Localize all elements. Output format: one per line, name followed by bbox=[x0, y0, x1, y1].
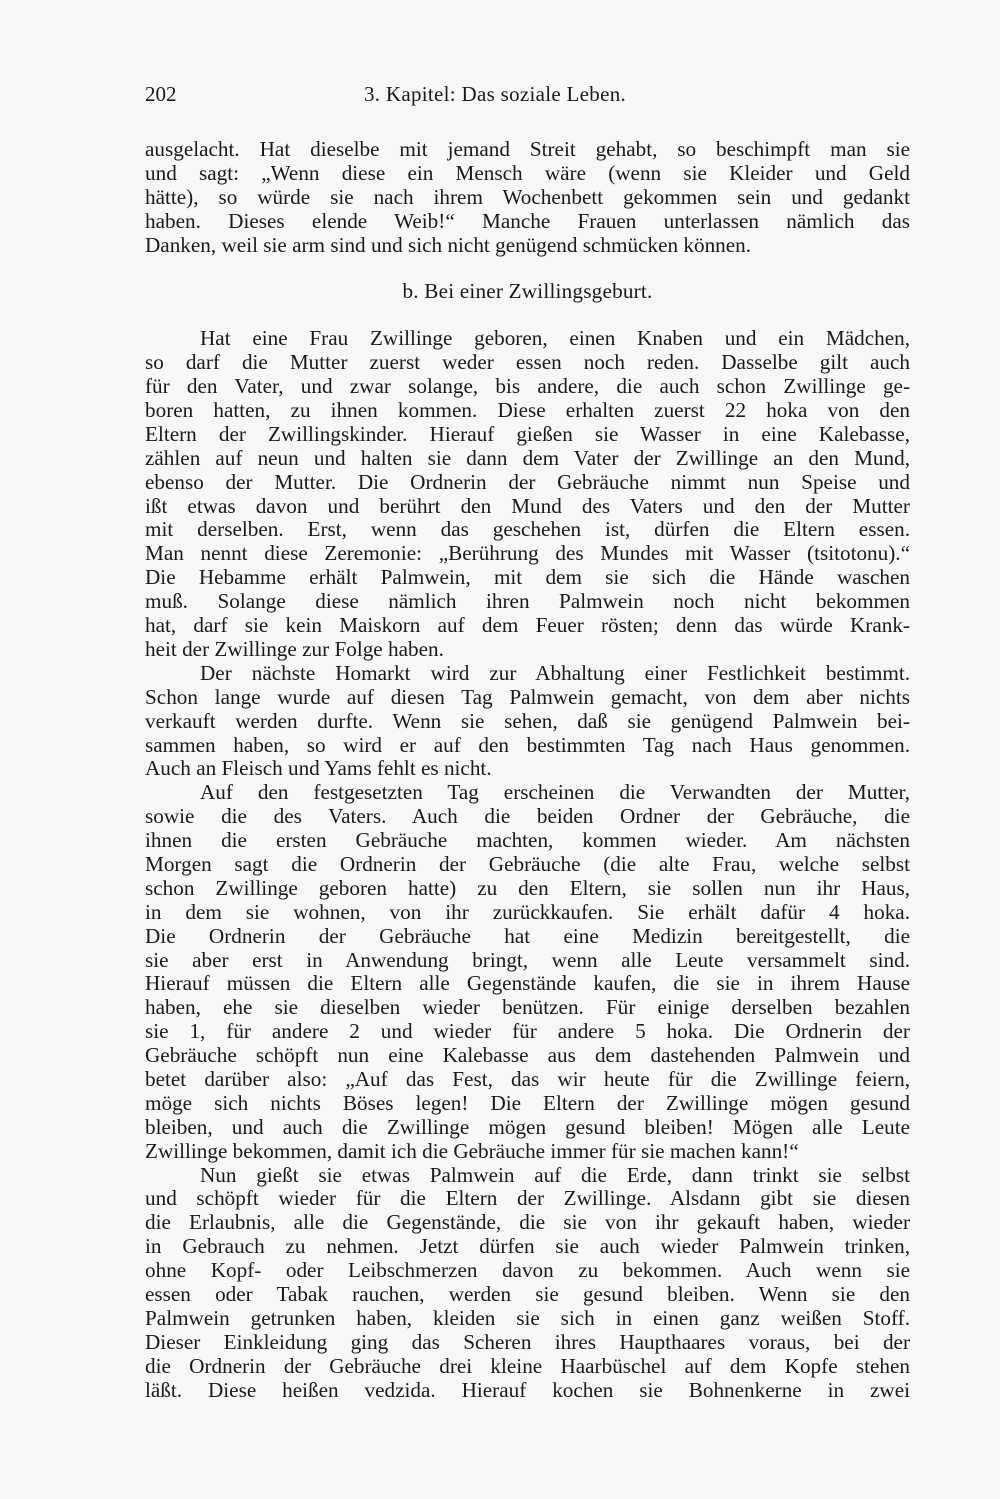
text-line: hat, darf sie kein Maiskorn auf dem Feuer rösten; denn das würde Krank- bbox=[145, 613, 910, 638]
text-line: muß. Solange diese nämlich ihren Palmwein noch nicht bekommen bbox=[145, 589, 910, 614]
text-line: hätte), so würde sie nach ihrem Wochenbett gekommen sein und gedankt bbox=[145, 184, 910, 209]
text-line: haben, ehe sie dieselben wieder benützen. Für einige derselben bezahlen bbox=[145, 995, 910, 1020]
text-line: boren hatten, zu ihnen kommen. Diese erhalten zuerst 22 hoka von den bbox=[145, 398, 910, 423]
text-line: Zwillinge bekommen, damit ich die Gebräuche immer für sie machen kann!“ bbox=[145, 1138, 799, 1163]
text-line: Hierauf müssen die Eltern alle Gegenstände kaufen, die sie in ihrem Hause bbox=[145, 971, 910, 996]
text-line: Auf den festgesetzten Tag erscheinen die Verwandten der Mutter, bbox=[200, 780, 910, 805]
text-line: läßt. Diese heißen vedzida. Hierauf kochen sie Bohnenkerne in zwei bbox=[145, 1377, 910, 1402]
text-line: in Gebrauch zu nehmen. Jetzt dürfen sie auch wieder Palmwein trinken, bbox=[145, 1234, 910, 1259]
text-line: ißt etwas davon und berührt den Mund des Vaters und den der Mutter bbox=[145, 493, 910, 518]
text-line: zählen auf neun und halten sie dann dem Vater der Zwillinge an den Mund, bbox=[145, 445, 910, 470]
text-line: Auch an Fleisch und Yams fehlt es nicht. bbox=[145, 756, 492, 781]
text-line: Die Ordnerin der Gebräuche hat eine Medizin bereitgestellt, die bbox=[145, 923, 910, 948]
text-line: bleiben, und auch die Zwillinge mögen gesund bleiben! Mögen alle Leute bbox=[145, 1114, 910, 1139]
text-line: Palmwein getrunken haben, kleiden sie sich in einen ganz weißen Stoff. bbox=[145, 1305, 910, 1330]
spacer bbox=[145, 304, 910, 327]
text-line: ebenso der Mutter. Die Ordnerin der Gebräuche nimmt nun Speise und bbox=[145, 469, 910, 494]
text-line: Schon lange wurde auf diesen Tag Palmwein gemacht, von dem aber nichts bbox=[145, 684, 910, 709]
text-line: die Erlaubnis, alle die Gegenstände, die sie von ihr gekauft haben, wieder bbox=[145, 1210, 910, 1235]
text-line: Die Hebamme erhält Palmwein, mit dem sie sich die Hände waschen bbox=[145, 565, 910, 590]
body-text bbox=[145, 138, 910, 1402]
text-line: Der nächste Homarkt wird zur Abhaltung einer Festlichkeit bestimmt. bbox=[200, 660, 910, 685]
text-line: heit der Zwillinge zur Folge haben. bbox=[145, 636, 444, 661]
text-line: Eltern der Zwillingskinder. Hierauf gießen sie Wasser in eine Kalebasse, bbox=[145, 421, 910, 446]
text-line: in dem sie wohnen, von ihr zurückkaufen. Sie erhält dafür 4 hoka. bbox=[145, 899, 910, 924]
text-line: möge sich nichts Böses legen! Die Eltern der Zwillinge mögen gesund bbox=[145, 1090, 910, 1115]
running-title: 3. Kapitel: Das soziale Leben. bbox=[364, 82, 627, 106]
text-line: betet darüber also: „Auf das Fest, das wir heute für die Zwillinge feiern, bbox=[145, 1066, 910, 1091]
text-line: so darf die Mutter zuerst weder essen noch reden. Dasselbe gilt auch bbox=[145, 350, 910, 375]
text-line: ausgelacht. Hat dieselbe mit jemand Streit gehabt, so beschimpft man sie bbox=[145, 137, 910, 161]
section-heading: b. Bei einer Zwillingsgeburt. bbox=[402, 279, 653, 304]
text-line: und sagt: „Wenn diese ein Mensch wäre (wenn sie Kleider und Geld bbox=[145, 160, 910, 185]
text-line: schon Zwillinge geboren hatte) zu den Eltern, sie sollen nun ihr Haus, bbox=[145, 875, 910, 900]
text-line: sowie die des Vaters. Auch die beiden Ordner der Gebräuche, die bbox=[145, 804, 910, 829]
text-line: Danken, weil sie arm sind und sich nicht genügend schmücken können. bbox=[145, 232, 752, 257]
text-line: Nun gießt sie etwas Palmwein auf die Erde, dann trinkt sie selbst bbox=[200, 1162, 910, 1187]
text-line: sie aber erst in Anwendung bringt, wenn alle Leute versammelt sind. bbox=[145, 947, 910, 972]
text-line: ohne Kopf- oder Leibschmerzen davon zu bekommen. Auch wenn sie bbox=[145, 1258, 910, 1283]
text-line: sammen haben, so wird er auf den bestimmten Tag nach Haus genommen. bbox=[145, 732, 910, 757]
page-number: 202 bbox=[145, 82, 177, 106]
text-line: ihnen die ersten Gebräuche machten, kommen wieder. Am nächsten bbox=[145, 828, 910, 853]
text-line: essen oder Tabak rauchen, werden sie gesund bleiben. Wenn sie den bbox=[145, 1281, 910, 1306]
text-line: sie 1, für andere 2 und wieder für andere 5 hoka. Die Ordnerin der bbox=[145, 1019, 910, 1044]
page-header bbox=[145, 82, 910, 112]
text-line: Gebräuche schöpft nun eine Kalebasse aus dem dastehenden Palmwein und bbox=[145, 1043, 910, 1068]
text-line: mit derselben. Erst, wenn das geschehen ist, dürfen die Eltern essen. bbox=[145, 517, 910, 542]
text-line: für den Vater, und zwar solange, bis andere, die auch schon Zwillinge ge- bbox=[145, 374, 910, 399]
text-line: haben. Dieses elende Weib!“ Manche Frauen unterlassen nämlich das bbox=[145, 208, 910, 233]
text-line: Dieser Einkleidung ging das Scheren ihres Haupthaares voraus, bei der bbox=[145, 1329, 910, 1354]
text-line: Hat eine Frau Zwillinge geboren, einen Knaben und ein Mädchen, bbox=[200, 326, 910, 351]
text-line: Man nennt diese Zeremonie: „Berührung des Mundes mit Wasser (tsitotonu).“ bbox=[145, 541, 910, 566]
text-line: Morgen sagt die Ordnerin der Gebräuche (die alte Frau, welche selbst bbox=[145, 851, 910, 876]
text-line: und schöpft wieder für die Eltern der Zwillinge. Alsdann gibt sie diesen bbox=[145, 1186, 910, 1211]
spacer bbox=[145, 257, 910, 280]
text-line: die Ordnerin der Gebräuche drei kleine Haarbüschel auf dem Kopfe stehen bbox=[145, 1353, 910, 1378]
text-line: verkauft werden durfte. Wenn sie sehen, daß sie genügend Palmwein bei- bbox=[145, 708, 910, 733]
